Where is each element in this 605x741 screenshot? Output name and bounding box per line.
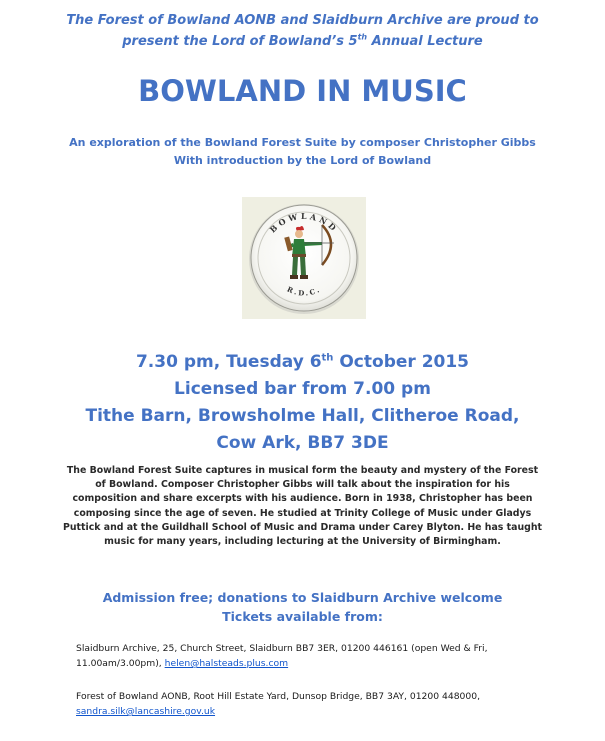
intro-line-2-sup: th bbox=[357, 32, 368, 42]
event-venue-line-1: Tithe Barn, Browsholme Hall, Clitheroe Road, bbox=[85, 406, 520, 426]
contact-1-hours: 11.00am/3.00pm), bbox=[76, 658, 165, 669]
contact-slaidburn-archive bbox=[76, 641, 576, 671]
intro-text bbox=[40, 10, 565, 52]
contact-1-line-2 bbox=[76, 656, 576, 671]
logo-top-text: BOWLAND bbox=[267, 210, 341, 235]
intro-line-2 bbox=[40, 31, 565, 52]
description-line-5: Puttick and at the Guildhall School of Music and Drama under Carey Blyton. He has taught bbox=[62, 521, 543, 533]
description bbox=[58, 464, 547, 549]
bowland-plate-icon bbox=[242, 197, 366, 319]
contact-1-line-1: Slaidburn Archive, 25, Church Street, Slaidburn BB7 3ER, 01200 446161 (open Wed & Fri, bbox=[76, 643, 488, 654]
description-line-1: The Bowland Forest Suite captures in musical form the beauty and mystery of the Forest bbox=[66, 465, 539, 476]
description-line-6: music for many years, including lecturing at the University of Birmingham. bbox=[104, 536, 501, 548]
logo-bottom-text: R.D.C. bbox=[285, 284, 323, 298]
event-time-sup: th bbox=[321, 352, 334, 364]
subtitle-line-2: With introduction by the Lord of Bowland bbox=[173, 154, 432, 167]
event-time-post: October 2015 bbox=[333, 352, 470, 372]
event-time bbox=[80, 349, 525, 376]
contact-2-line-2 bbox=[76, 704, 576, 719]
event-time-pre: 7.30 pm, Tuesday 6 bbox=[135, 352, 322, 372]
intro-line-1: The Forest of Bowland AONB and Slaidburn Archive are proud to bbox=[66, 13, 539, 28]
subtitle bbox=[30, 134, 575, 170]
contact-bowland-aonb bbox=[76, 689, 576, 719]
intro-line-2-post: Annual Lecture bbox=[367, 34, 483, 49]
contact-1-email-link[interactable]: helen@halsteads.plus.com bbox=[164, 658, 289, 669]
bowland-logo bbox=[242, 197, 366, 319]
contact-2-email-link[interactable]: sandra.silk@lancashire.gov.uk bbox=[76, 706, 216, 717]
description-line-3: composition and share excerpts with his audience. Born in 1938, Christopher has been bbox=[72, 493, 533, 505]
admission-info bbox=[60, 588, 545, 626]
subtitle-line-1: An exploration of the Bowland Forest Suite by composer Christopher Gibbs bbox=[69, 136, 536, 149]
event-details bbox=[80, 349, 525, 457]
admission-line-1: Admission free; donations to Slaidburn Archive welcome bbox=[102, 590, 503, 605]
admission-line-2: Tickets available from: bbox=[222, 609, 383, 624]
description-line-2: of Bowland. Composer Christopher Gibbs will talk about the inspiration for his bbox=[95, 479, 510, 491]
event-bar: Licensed bar from 7.00 pm bbox=[174, 379, 431, 399]
description-line-4: composing since the age of seven. He studied at Trinity College of Music under Gladys bbox=[73, 507, 532, 519]
intro-line-2-pre: present the Lord of Bowland’s 5 bbox=[122, 34, 358, 49]
page-title: BOWLAND IN MUSIC bbox=[138, 74, 467, 108]
contact-2-line-1: Forest of Bowland AONB, Root Hill Estate Yard, Dunsop Bridge, BB7 3AY, 01200 448000, bbox=[76, 691, 480, 702]
event-venue-line-2: Cow Ark, BB7 3DE bbox=[216, 433, 389, 453]
